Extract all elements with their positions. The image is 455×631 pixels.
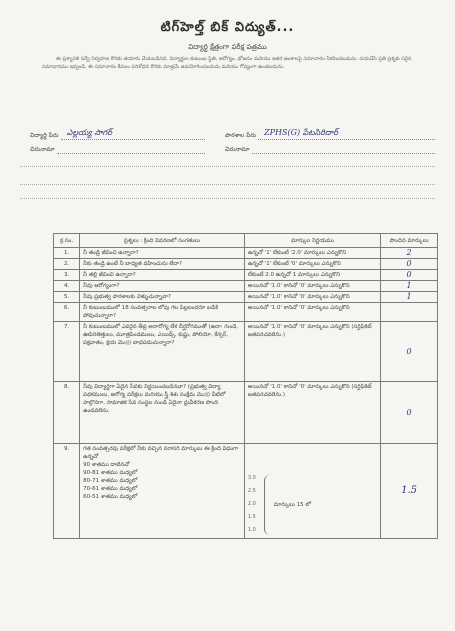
row-number: 4.: [54, 281, 80, 292]
row-criteria: అయినచో '1.0' కానిచో '0' మార్కులు ఎన్నుకొని: [244, 281, 380, 292]
row-number: 3.: [54, 270, 80, 281]
row-number: 1.: [54, 248, 80, 259]
row-sub-item: 90 శాతము దాటినచో: [83, 462, 130, 468]
row-number: 7.: [54, 322, 80, 382]
table-row: [54, 444, 438, 539]
row-question-text: గత సంవత్సరపు పరీక్షలో నీకు వచ్చిన సరాసరి మార్కులు ఈ క్రింది విధంగా ఉన్నచో: [83, 446, 239, 460]
questions-table: [53, 233, 438, 539]
table-row: [54, 281, 438, 292]
scale-value: 3.0: [247, 475, 256, 481]
table-row: [54, 322, 438, 382]
scale-value: 2.0: [247, 501, 256, 507]
divider: [20, 198, 435, 199]
row-question: నీ కుటుంబములో ఎవరైన తీవ్ర అనారోగ్య లేక దీర్ఘరోగముతో (ఉదా: గుండె, ఊపిరితిత్తులు, మూత్రపిండములు, ఎయిడ్స్, కుష్టు, పోలియో, కేన్సర్, పక్షవాతం, క్షయ మొ॥) బాధపడుచున్నారా?: [80, 322, 245, 382]
row-criteria: అయినచో '1.0' కానిచో '0' మార్కులు ఎన్నుకొని (సర్టిఫికెట్ జతపరచవలెను.): [244, 322, 380, 382]
address2-label: చిరునామా: [225, 146, 250, 153]
table-header-row: [54, 234, 438, 248]
address-label: చిరునామా: [30, 146, 55, 153]
row-criteria: [244, 444, 380, 539]
table-row: [54, 248, 438, 259]
row-question: నీవు ప్రభుత్వ పాఠశాలకు వెళ్ళుచున్నావా?: [80, 292, 245, 303]
school-name-label: పాఠశాల పేరు: [225, 132, 257, 139]
row-number: 6.: [54, 303, 80, 322]
divider: [20, 184, 435, 185]
student-name-field: [30, 128, 205, 140]
table-row: [54, 270, 438, 281]
table-row: [54, 303, 438, 322]
row-criteria: అయినచో '1.0' కానిచో '0' మార్కులు ఎన్నుకొని: [244, 292, 380, 303]
row-mark: [381, 303, 438, 322]
scale-value: 2.5: [247, 488, 256, 494]
row-mark: 0: [381, 259, 438, 270]
row-question: నీవు విద్యార్థిగా ఏదైన సేవకు నిర్ణయించబడినవా? (ప్రభుత్వ విద్యా పథకములు, ఆరోగ్య పరీక్షలు మరియు స్త్రీ శిశు సంక్షేమ మొ॥) వీటిలో పాల్గొనగా, సామాజిక సేవ సంస్థల నుండి ఏదైనా ధ్రువీకరణ పొంది ఉండవలెను.: [80, 382, 245, 444]
row-question: నీ తండ్రి జీవించి ఉన్నారా?: [80, 248, 245, 259]
row-number: 8.: [54, 382, 80, 444]
row-mark: 1.5: [381, 444, 438, 539]
row-criteria: అయినచో '1.0' కానిచో '0' మార్కులు ఎన్నుకొని: [244, 303, 380, 322]
table-row: [54, 382, 438, 444]
student-name-label: విద్యార్థి పేరు: [30, 132, 59, 139]
row-question: నీ కుటుంబములో 18 సంవత్సరాల లోపు గల పిల్లలందరూ బడికి పోవుచున్నారా?: [80, 303, 245, 322]
row-question: నీ తల్లి జీవించి ఉన్నారా?: [80, 270, 245, 281]
address2-field: [225, 146, 435, 154]
row-question: [80, 444, 245, 539]
header-serial: క్ర.సం.: [54, 234, 80, 248]
scale-note: మార్కులు 15 లో: [273, 501, 311, 508]
table-row: [54, 292, 438, 303]
page-title: టిగ్‌హెల్త్ బిక్ విద్యుత్...: [160, 20, 295, 35]
header-marks: పొందిన మార్కులు: [381, 234, 438, 248]
row-criteria: ఉన్నచో '1' లేకుంటే '0' మార్కులు ఎన్నుకొని: [244, 259, 380, 270]
row-mark: 0: [381, 270, 438, 281]
row-number: 5.: [54, 292, 80, 303]
row-mark: 2: [381, 248, 438, 259]
row-mark: 0: [381, 382, 438, 444]
row-criteria: ఉన్నచో '1' లేకుంటే '2.0' మార్కులు ఎన్నుకొని: [244, 248, 380, 259]
brace-icon: [264, 475, 270, 535]
row-mark: 1: [381, 292, 438, 303]
row-question: నీకు తండ్రి ఉంటే నీ బాధ్యత వహించును లేదా?: [80, 259, 245, 270]
page-subtitle: విద్యార్థి క్షేత్రంగా పరీక్ష పత్రము: [188, 43, 267, 51]
row-question: నీవు ఆరోగ్యంగా?: [80, 281, 245, 292]
divider: [20, 166, 435, 167]
intro-paragraph: ఈ ప్రశ్నావళి సర్వే నిర్వహణ కొరకు తయారు చేయబడినది. విద్యార్థుల కుటుంబ స్థితి, ఆరోగ్యం, భోజనం మరియు ఇతర అంశాలపై సమాచారం సేకరించబడును. దయచేసి ప్రతి ప్రశ్నకు సరైన సమాధానము ఇవ్వండి. ఈ సమాచారం కేవలం పరిశోధన కొరకు మాత్రమే ఉపయోగించబడును మరియు గోప్యంగా ఉంచబడును.: [42, 56, 412, 70]
school-name-field: [225, 128, 435, 140]
header-question: ప్రశ్నలు : క్రింది వివరణలో సంగతులు: [80, 234, 245, 248]
row-number: 2.: [54, 259, 80, 270]
mark-scale: [248, 472, 256, 537]
student-name-value: ఎల్లయ్య సాగర్: [66, 128, 113, 137]
row-sub-item: 90-81 శాతము మధ్యలో: [83, 470, 138, 476]
row-criteria: లేకుంటే 2.0 ఉన్నచో 1 మార్కులు ఎన్నుకొని: [244, 270, 380, 281]
address-field: [30, 146, 205, 154]
row-sub-item: 70-61 శాతము మధ్యలో: [83, 486, 138, 492]
row-mark: 1: [381, 281, 438, 292]
header-criteria: మార్కుల నిర్ణయము: [244, 234, 380, 248]
scale-value: 1.5: [247, 514, 256, 520]
row-number: 9.: [54, 444, 80, 539]
table-row: [54, 259, 438, 270]
row-criteria: అయినచో '1.0' కానిచో '0' మార్కులు ఎన్నుకొని (సర్టిఫికెట్ జతపరచవలెను.): [244, 382, 380, 444]
row-sub-item: 60-51 శాతము మధ్యలో: [83, 494, 138, 500]
school-name-value: ZPHS(G) పేటసిరిదార్: [264, 128, 338, 137]
row-mark: 0: [381, 322, 438, 382]
scale-value: 1.0: [247, 527, 256, 533]
row-sub-item: 80-71 శాతము మధ్యలో: [83, 478, 138, 484]
